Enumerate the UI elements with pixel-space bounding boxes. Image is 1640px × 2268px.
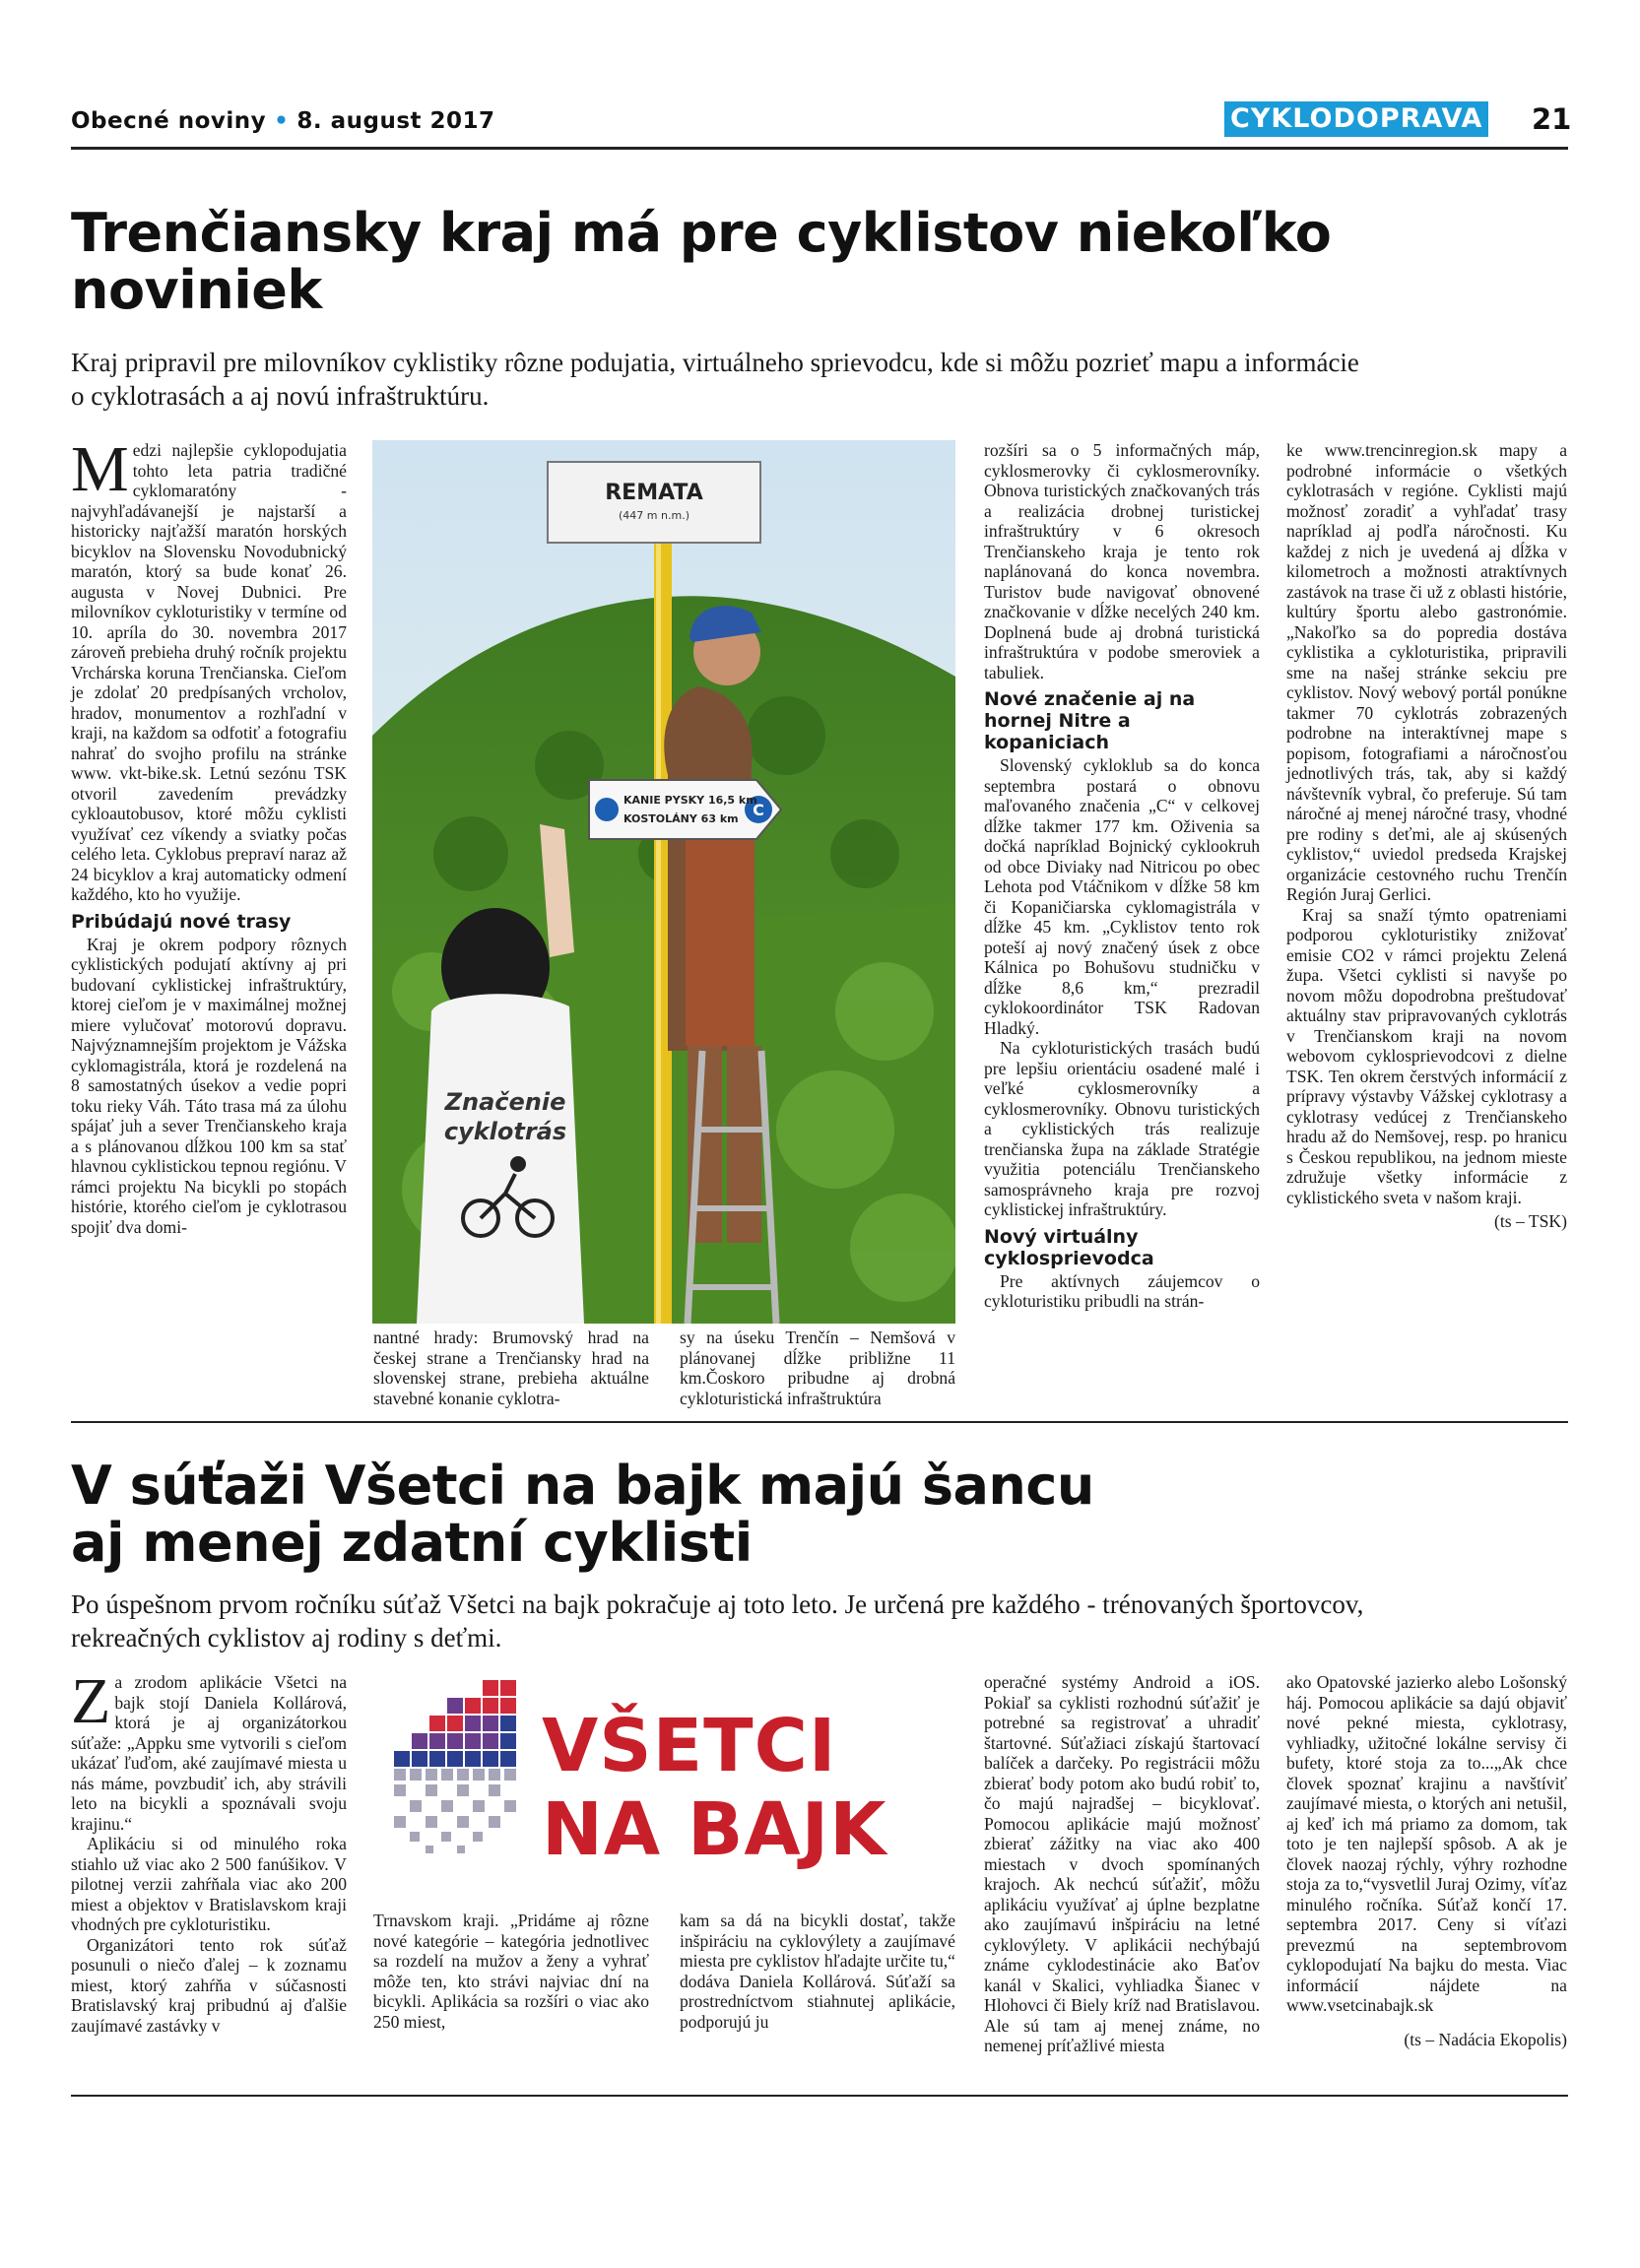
photo-illustration: [372, 440, 955, 1324]
article1-column-1: [71, 433, 347, 1237]
paragraph: Kraj je okrem podpory rôznych cyklistických podujatí aktívny aj pri budovaní cyklistickej infraštruktúry, ktorej cieľom je v maximálnej možnej miere vylučovať motorovú dopravu. Najvýznamnejším projektom je Vážska cyklomagistrála, ktorá je rozdelená na 8 samostatných úsekov a vedie popri toku rieky Váh. Táto trasa má za úlohu spájať juh a sever Trenčianskeho kraja a s plánovanou dĺžkou 100 km sa stať hlavnou cyklistickou tepnou regiónu. V rámci projektu Na bicykli po stopách histórie, ktorého cieľom je cyklotrasou spojiť dva domi-: [71, 934, 347, 1237]
article2-headline: [71, 1455, 1094, 1574]
sign-title: REMATA: [605, 481, 703, 505]
article1-credit: (ts – TSK): [1494, 1211, 1567, 1231]
shirt-text-line1: Značenie: [444, 1088, 566, 1116]
header-rule: [71, 147, 1568, 150]
sign-subtitle: (447 m n.m.): [619, 509, 689, 522]
paragraph: sy na úseku Trenčín – Nemšová v plánovanej dĺžke približne 11 km.Čoskoro pribudne aj drobná cykloturistická infraštruktúra: [680, 1328, 955, 1408]
paragraph: Trnavskom kraji. „Pridáme aj rôzne nové kategórie – kategória jednotlivec sa rozdelí na mužov a ženy a vyhrať môže ten, kto strávi najviac dní na bicykli. Aplikácia sa rozšíri o viac ako 250 miest,: [373, 1911, 649, 2032]
subheading: Nový virtuálny cyklosprievodca: [984, 1225, 1154, 1269]
paragraph: ke www.trencinregion.sk mapy a podrobné informácie o všetkých cyklotrasách v regióne. Cyklisti majú možnosť zoradiť a vyhľadať trasy napríklad aj podľa náročnosti. Ku každej z nich je uvedená aj dĺžka v kilometroch a možnosti atraktívnych zastávok na trase či už z oblasti histórie, kultúry športu alebo gastronómie. „Nakoľko sa do popredia dostáva cyklistika a cykloturistika, pripravili sme na našej stránke sekciu pre cyklistov. Nový webový portál ponúkne takmer 70 cyklotrás zobrazených podrobne na interaktívnej mape s popisom, fotografiami a náročnosťou jednotlivých trás, tak, aby si každý návštevník vybral, čo preferuje. Sú tam náročné aj menej náročné trasy, vhodné pre rodiny s deťmi, ale aj skúsených cyklistov,“ uviedol predseda Krajskej organizácie cestovného ruchu Trenčín Región Juraj Gerlici.: [1286, 440, 1567, 904]
article2-lead-line1: Po úspešnom prvom ročníku súťaž Všetci na bajk pokračuje aj toto leto. Je určená pre každého - trénovaných športovcov,: [71, 1589, 1364, 1619]
article1-headline-line2: noviniek: [71, 259, 322, 321]
dropcap: Z: [71, 1665, 111, 1737]
paragraph: rozšíri sa o 5 informačných máp, cyklosmerovky či cyklosmerovníky. Obnova turistických značkovaných trás a realizácia drobnej turistickej infraštruktúry v 6 okresoch Trenčianskeho kraja je tento rok naplánovaná do konca novembra. Turistov bude navigovať obnovené značkovanie v dĺžke necelých 240 km. Doplnená bude aj drobná turistická infraštruktúra v podobe smeroviek a tabuliek.: [984, 440, 1260, 682]
article2-column-1: [71, 1665, 347, 2036]
masthead: [71, 108, 495, 134]
article2-headline-line2: aj menej zdatní cyklisti: [71, 1512, 753, 1574]
article2-column-5: [1286, 1672, 1567, 2049]
arrow-sign-line1: KANIE PYSKY 16,5 km: [623, 794, 757, 807]
paragraph: Pre aktívnych záujemcov o cykloturistiku pribudli na strán-: [984, 1270, 1260, 1311]
paragraph: operačné systémy Android a iOS. Pokiaľ sa cyklisti rozhodnú súťažiť je potrebné sa registrovať a uhradiť štartovné. Súťažiaci získajú štartovací balíček a darčeky. Po registrácii môžu zbierať body potom ako budú robiť to, čo majú najradšej – bicyklovať. Pomocou aplikácie majú možnosť zbierať zážitky na viac ako 400 miestach v dvoch spomínaných krajoch. Ak nechcú súťažiť, môžu aplikáciu využívať aj úplne bezplatne ako zaujímavú inšpiráciu na letné cyklovýlety. V aplikácii nechýbajú známe cyklodestinácie ako Baťov kanál v Skalici, vyhliadka Šianec v Hlohovci či Biely kríž nad Bratislavou. Ale sú tam aj menej známe, no nemenej príťažlivé miesta: [984, 1672, 1260, 2055]
pixel-cyclist-icon: [394, 1680, 516, 1853]
vsetci-na-bajk-logo: [374, 1672, 955, 1891]
paragraph: Aplikáciu si od minulého roka stiahlo už viac ako 2 500 fanúšikov. V pilotnej verzii zahŕňala viac ako 200 miest a objektov v Bratislavskom kraji vhodných pre cykloturistiku.: [71, 1834, 347, 1934]
paragraph: nantné hrady: Brumovský hrad na českej strane a Trenčiansky hrad na slovenskej strane, prebieha aktuálne stavebné konanie cyklotra-: [373, 1328, 649, 1408]
section-label: CYKLODOPRAVA: [1224, 101, 1488, 137]
issue-date: 8. august 2017: [296, 108, 495, 134]
footer-rule: [71, 2095, 1568, 2097]
paragraph: Na cykloturistických trasách budú pre lepšiu orientáciu osadené malé i veľké cyklosmerovníky a cyklosmerovníky. Obnovu turistických a cyklistických trás realizuje trenčianska župa na základe Stratégie využitia potenciálu Trenčianskeho samosprávneho kraja pre rozvoj cyklistickej infraštruktúry.: [984, 1038, 1260, 1219]
dropcap: M: [71, 433, 129, 505]
shirt-text-line2: cyklotrás: [443, 1118, 567, 1145]
paragraph: kam sa dá na bicykli dostať, takže inšpiráciu na cyklovýlety a zaujímavé miesta pre cyklistov hľadajte určite tu,“ dodáva Daniela Kollárová. Súťaží sa prostredníctvom stiahnutej aplikácie, podporujú ju: [680, 1911, 955, 2032]
paragraph: edzi najlepšie cyklopodujatia tohto leta patria tradičné cyklomaratóny - najvyhľadávanejší je najstarší a historicky najťažší maratón horských bicyklov na Slovensku Novodubnický maratón, ktorý sa bude konať 26. augusta v Novej Dubnici. Pre milovníkov cykloturistiky v termíne od 10. apríla do 30. novembra 2017 zároveň prebieha druhý ročník projektu Vrchárska koruna Trenčianska. Cieľom je zdolať 20 predpísaných vrcholov, hradov, monumentov a rozhľadní v kraji, na každom sa odfotiť a fotografiu nahrať do svojho profilu na stránke www. vkt-bike.sk. Letnú sezónu TSK otvoril zavedením prevádzky cykloautobusov, ktoré môžu cyklisti využívať cez víkendy a sviatky počas celého leta. Cyklobus prepraví naraz až 24 bicyklov a kraj automaticky odmení každého, kto ho využije.: [71, 440, 347, 904]
publication-name: Obecné noviny: [71, 108, 267, 134]
article2-credit: (ts – Nadácia Ekopolis): [1404, 2029, 1567, 2049]
logo-illustration: [374, 1672, 955, 1891]
article-divider: [71, 1421, 1568, 1423]
article2-lead: [71, 1588, 1558, 1654]
paragraph: Organizátori tento rok súťaž posunuli o niečo ďalej – k zoznamu miest, ktorý zahŕňa v súčasnosti Bratislavský kraj pribudnú aj ďalšie zaujímavé zastávky v: [71, 1934, 347, 2036]
arrow-sign-line2: KOSTOLÁNY 63 km: [623, 812, 739, 825]
paragraph: Kraj sa snaží týmto opatreniami podporou cykloturistiky znižovať emisie CO2 v rámci projektu Zelená župa. Všetci cyklisti si navyše po novom môžu dopodrobna preštudovať aktuálny stav pripravovaných cyklotrás v Trenčianskom kraji na novom webovom cyklosprievodcovi z dielne TSK. Ten okrem čerstvých informácií z prípravy výstavby Vážskej cyklotrasy a cyklotrasy vedúcej z Trenčianskeho hradu až do Nemšovej, resp. po hranicu s Českou republikou, na jednom mieste združuje všetky informácie z cyklistického sveta v našom kraji.: [1286, 904, 1567, 1207]
arrow-sign-letter: C: [753, 801, 764, 819]
article1-column-3: [680, 1328, 955, 1408]
subheading: Nové značenie aj na hornej Nitre a kopaniciach: [984, 688, 1196, 753]
paragraph: ako Opatovské jazierko alebo Lošonský háj. Pomocou aplikácie sa dajú objaviť nové pekné miesta, cyklotrasy, vyhliadky, užitočné lokálne servisy či bufety, ktoré stoja za to...„Ak chce človek spoznať krajinu a navštíviť zaujímavé miesta, o ktorých ani netušil, aj keď ich má priamo za domom, tak toto je ten najlepší spôsob. A ak je človek naozaj rýchly, výhry rozhodne stoja za to,“vysvetlil Juraj Ozimy, víťaz minulého ročníka. Súťaž končí 17. septembra 2017. Ceny si víťazi prevezmú na septembrovom cyklopodujatí Na bajku do mesta. Viac informácií nájdete na www.vsetcinabajk.sk: [1286, 1672, 1567, 2015]
article2-headline-line1: V súťaži Všetci na bajk majú šancu: [71, 1455, 1094, 1517]
article1-headline-line1: Trenčiansky kraj má pre cyklistov niekoľko: [71, 202, 1332, 264]
page-number: 21: [1532, 102, 1572, 136]
logo-line1: VŠETCI: [542, 1704, 837, 1788]
logo-line2: NA BAJK: [542, 1787, 887, 1872]
article1-lead-line2: o cyklotrasách a aj novú infraštruktúru.: [71, 381, 490, 411]
article1-column-5: [1286, 440, 1567, 1232]
paragraph: Slovenský cykloklub sa do konca septembra postará o obnovu maľovaného značenia „C“ v celkovej dĺžke takmer 177 km. Oživenia sa dočká napríklad Bojnický cyklookruh od obce Diviaky nad Nitricou po obec Lehota pod Vtáčnikom v dĺžke 58 km či Kopaničiarska cyklomagistrála v dĺžke 45 km. „Cyklistov tento rok poteší aj nový značený úsek z obce Kálnica po Bohušovu studničku v dĺžke 8,6 km,“ prezradil cyklokoordinátor TSK Radovan Hladký.: [984, 755, 1260, 1038]
article1-lead-line1: Kraj pripravil pre milovníkov cyklistiky rôzne podujatia, virtuálneho sprievodcu, kde si môžu pozrieť mapu a informácie: [71, 348, 1359, 377]
subheading: Pribúdajú nové trasy: [71, 910, 292, 933]
article1-lead: [71, 346, 1558, 413]
header-separator: •: [274, 108, 290, 134]
article1-column-4: [984, 440, 1260, 1312]
article2-column-4: [984, 1672, 1260, 2056]
paragraph: a zrodom aplikácie Všetci na bajk stojí Daniela Kollárová, ktorá je aj organizátorkou súťaže: „Appku sme vytvorili s cieľom ukázať ľuďom, aké zaujímavé miesta u nás máme, povzbudiť ich, aby strávili leto na bicykli a spoznávali svoju krajinu.“: [71, 1672, 347, 1834]
cycling-sign-photo: [372, 440, 955, 1324]
article1-headline: [71, 202, 1332, 321]
article2-column-3: [680, 1911, 955, 2032]
article2-lead-line2: rekreačných cyklistov aj rodiny s deťmi.: [71, 1623, 502, 1652]
article1-column-2: [373, 1328, 649, 1408]
article2-column-2: [373, 1911, 649, 2032]
